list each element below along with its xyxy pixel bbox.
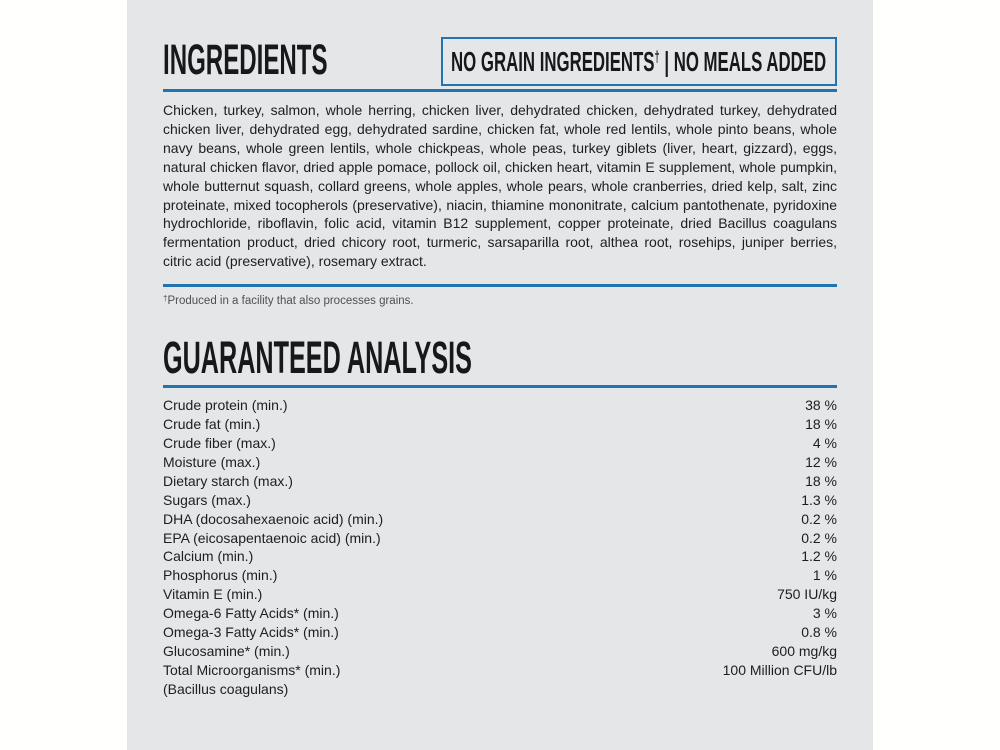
table-row-epa <box>163 529 837 548</box>
row-value: 38 % <box>805 397 837 414</box>
table-row-vitamin-e <box>163 585 837 604</box>
row-label: Vitamin E (min.) <box>163 586 263 603</box>
row-value: 1 % <box>812 567 837 584</box>
footnote-text: Produced in a facility that also processes grains. <box>167 295 414 308</box>
table-row-moisture <box>163 453 837 472</box>
row-label: Omega-3 Fatty Acids* (min.) <box>163 624 339 641</box>
row-label: DHA (docosahexaenoic acid) (min.) <box>163 510 384 527</box>
table-row-crude-protein <box>163 396 837 415</box>
row-label: Dietary starch (max.) <box>163 472 293 489</box>
ingredients-title: INGREDIENTS <box>163 36 328 84</box>
row-label: Total Microorganisms* (min.) <box>163 661 341 678</box>
table-row-glucosamine <box>163 642 837 661</box>
footnote-dagger-symbol: † <box>163 294 168 304</box>
row-label: Crude protein (min.) <box>163 397 288 414</box>
dagger-symbol: † <box>654 48 661 66</box>
ingredients-section <box>163 0 837 308</box>
badge-text-part1: NO GRAIN INGREDIENTS <box>451 45 655 77</box>
row-value: 0.2 % <box>801 529 837 546</box>
guaranteed-analysis-section <box>163 332 837 699</box>
row-value: 12 % <box>805 453 837 470</box>
label-panel <box>127 0 873 750</box>
row-label: (Bacillus coagulans) <box>163 680 289 697</box>
table-row-bacillus-coagulans <box>163 680 837 699</box>
row-label: Moisture (max.) <box>163 453 261 470</box>
ingredients-header <box>163 0 837 92</box>
footnote-divider <box>163 284 837 287</box>
row-value: 0.8 % <box>801 624 837 641</box>
table-row-sugars <box>163 491 837 510</box>
guaranteed-analysis-title: GUARANTEED ANALYSIS <box>163 332 472 384</box>
no-grain-badge-text <box>451 45 827 77</box>
guaranteed-analysis-header <box>163 332 837 388</box>
table-row-omega-6 <box>163 604 837 623</box>
row-value: 3 % <box>812 605 837 622</box>
table-row-total-microorganisms <box>163 661 837 680</box>
ingredients-list-text: Chicken, turkey, salmon, whole herring, chicken liver, dehydrated chicken, dehydrated turkey, dehydrated chicken liver, dehydrated egg, dehydrated sardine, chicken fat, whole red lentils, whole pinto beans, whole navy beans, whole green lentils, whole chickpeas, whole peas, turkey giblets (liver, heart, gizzard), eggs, natural chicken flavor, dried apple pomace, pollock oil, chicken heart, vitamin E supplement, whole pumpkin, whole butternut squash, collard greens, whole apples, whole pears, whole cranberries, dried kelp, salt, zinc proteinate, mixed tocopherols (preservative), niacin, thiamine mononitrate, calcium pantothenate, pyridoxine hydrochloride, riboflavin, folic acid, vitamin B12 supplement, copper proteinate, dried Bacillus coagulans fermentation product, dried chicory root, turmeric, sarsaparilla root, althea root, rosehips, juniper berries, citric acid (preservative), rosemary extract. <box>163 102 837 270</box>
row-value: 100 Million CFU/lb <box>722 661 837 678</box>
table-row-dietary-starch <box>163 472 837 491</box>
table-row-phosphorus <box>163 566 837 585</box>
no-grain-badge <box>441 37 837 86</box>
row-label: EPA (eicosapentaenoic acid) (min.) <box>163 529 381 546</box>
analysis-table <box>163 396 837 699</box>
table-row-calcium <box>163 547 837 566</box>
table-row-dha <box>163 510 837 529</box>
table-row-crude-fiber <box>163 434 837 453</box>
row-value: 1.2 % <box>801 548 837 565</box>
row-label: Crude fiber (max.) <box>163 434 276 451</box>
row-value: 18 % <box>805 416 837 433</box>
row-value: 1.3 % <box>801 491 837 508</box>
row-label: Phosphorus (min.) <box>163 567 278 584</box>
table-row-crude-fat <box>163 415 837 434</box>
grain-facility-footnote <box>163 292 837 308</box>
row-value: 750 IU/kg <box>777 586 837 603</box>
row-label: Omega-6 Fatty Acids* (min.) <box>163 605 339 622</box>
row-value: 18 % <box>805 472 837 489</box>
row-label: Sugars (max.) <box>163 491 251 508</box>
row-label: Glucosamine* (min.) <box>163 642 290 659</box>
row-label: Crude fat (min.) <box>163 416 261 433</box>
table-row-omega-3 <box>163 623 837 642</box>
row-value: 4 % <box>812 434 837 451</box>
row-label: Calcium (min.) <box>163 548 254 565</box>
row-value: 0.2 % <box>801 510 837 527</box>
badge-text-part2: | NO MEALS ADDED <box>660 45 827 77</box>
row-value: 600 mg/kg <box>771 642 837 659</box>
